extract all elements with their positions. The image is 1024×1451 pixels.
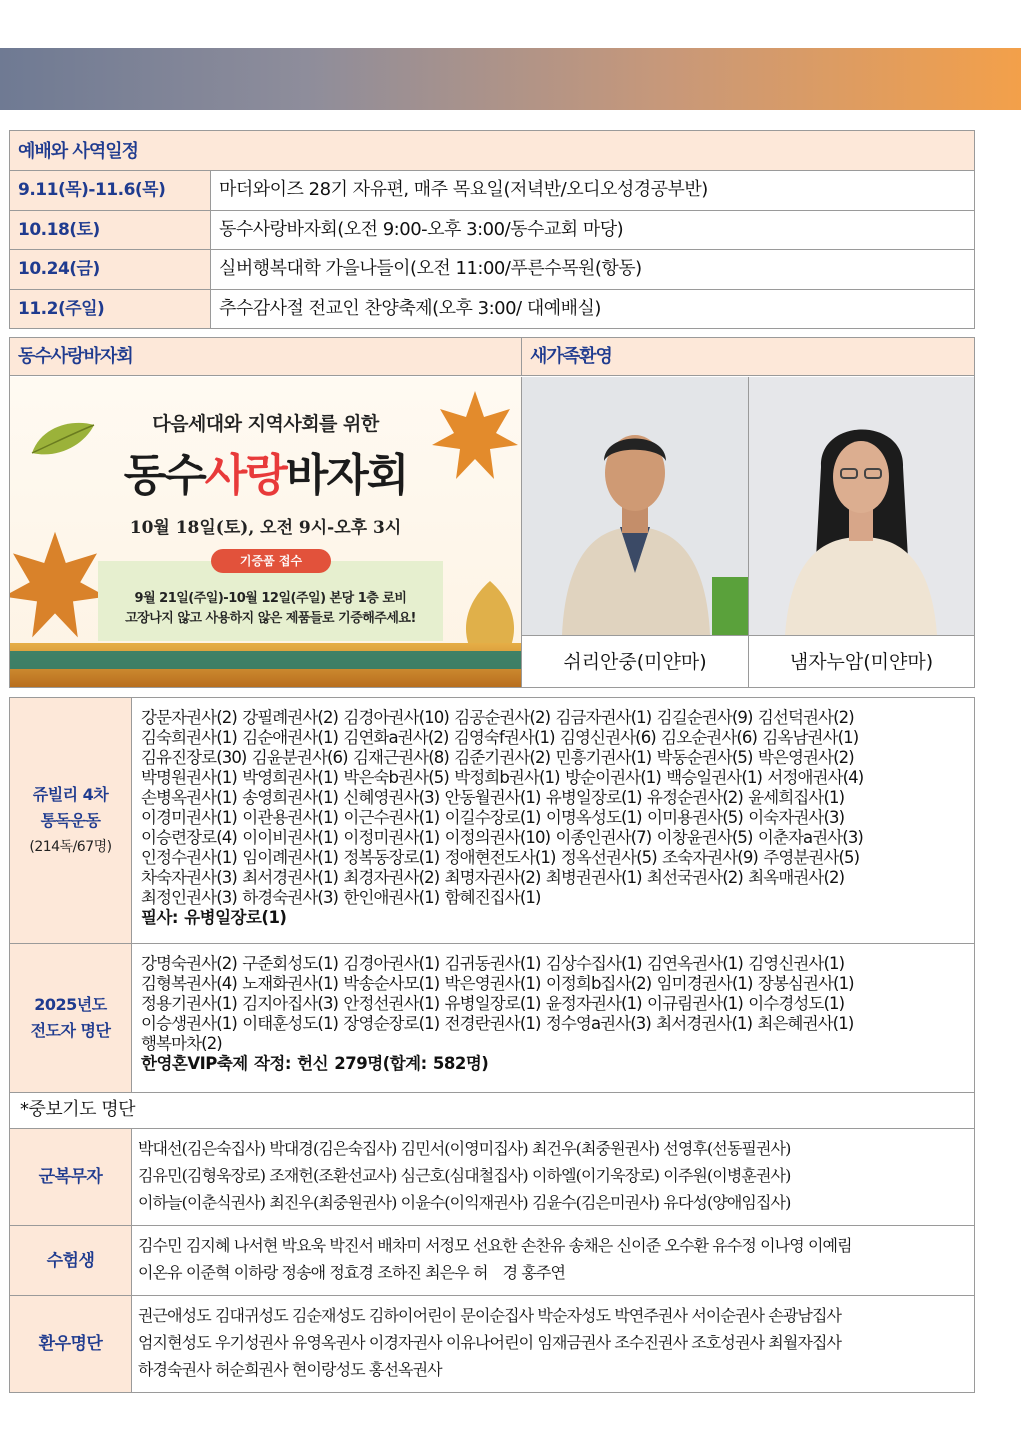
schedule-date: 11.2(주일): [10, 290, 211, 329]
name-line: 강문자권사(2) 강필례권사(2) 김경아권사(10) 김공순권사(2) 김금자권사(1) 김길순권사(9) 김선덕권사(2): [141, 708, 854, 727]
name-line: 최정인권사(3) 하경숙권사(3) 한인애권사(1) 함혜진집사(1): [141, 888, 541, 907]
poster-info-box: [98, 561, 443, 641]
poster-title-part: 동수: [123, 450, 205, 501]
new-member-photo: [522, 377, 749, 635]
prayer-group-soldiers: [9, 1129, 975, 1226]
name-line: 김숙희권사(1) 김순애권사(1) 김연화a권사(2) 김영숙f권사(1) 김영신권사(6) 김오순권사(6) 김옥남권사(1): [141, 728, 859, 747]
schedule-table: [9, 130, 975, 329]
man-portrait-icon: [522, 377, 749, 635]
evangelists-label-line: 전도자 명단: [30, 1021, 111, 1040]
schedule-desc: 동수사랑바자회(오전 9:00-오후 3:00/동수교회 마당): [219, 218, 624, 240]
jubilee-names: [132, 698, 974, 943]
copy-line: 필사: 유병일장로(1): [141, 908, 287, 927]
name-line: 강명숙권사(2) 구준회성도(1) 김경아권사(1) 김귀동권사(1) 김상수집사(1) 김연옥권사(1) 김영신권사(1): [141, 954, 845, 973]
poster-title: [10, 439, 521, 503]
evangelists-table: [9, 944, 975, 1093]
jubilee-count: (214독/67명): [29, 838, 112, 855]
schedule-date: 10.24(금): [10, 250, 211, 289]
schedule-desc: 추수감사절 전교인 찬양축제(오후 3:00/ 대예배실): [219, 297, 601, 319]
prayer-line: 이온유 이준혁 이하랑 정송애 정효경 조하진 최은우 허 경 홍주연: [138, 1263, 566, 1282]
schedule-row: [9, 250, 975, 290]
schedule-header: 예배와 사역일정: [9, 130, 975, 171]
schedule-desc: 마더와이즈 28기 자유편, 매주 목요일(저녁반/오디오성경공부반): [219, 179, 708, 200]
donation-badge: 기증품 접수: [211, 549, 331, 573]
prayer-group-label: 군복무자: [10, 1129, 132, 1225]
schedule-row: [9, 290, 975, 330]
name-line: 김유진장로(30) 김윤분권사(6) 김재근권사(8) 김준기권사(2) 민흥기권사(1) 박동순권사(5) 박은영권사(2): [141, 748, 854, 767]
maple-leaf-icon: [10, 527, 110, 647]
poster-date: 10월 18일(토), 오전 9시-오후 3시: [129, 518, 402, 538]
evangelists-label-line: 2025년도: [34, 995, 107, 1014]
new-member-name: 냄자누암(미얀마): [749, 635, 974, 687]
poster-title-part: 바자회: [285, 450, 408, 501]
prayer-line: 권근애성도 김대귀성도 김순재성도 김하이어린이 문이순집사 박순자성도 박연주권사 서이순권사 손광남집사: [138, 1306, 842, 1325]
schedule-desc: 실버행복대학 가을나들이(오전 11:00/푸른수목원(항동): [219, 258, 642, 279]
name-line: 정용기권사(1) 김지아집사(3) 안정선권사(1) 유병일장로(1) 윤정자권사(1) 이규림권사(1) 이수경성도(1): [141, 994, 845, 1013]
prayer-group-names: [132, 1129, 974, 1225]
prayer-line: 이하늘(이춘식권사) 최진우(최중원권사) 이윤수(이익재권사) 김윤수(김은미권사) 유다성(양애임집사): [138, 1193, 791, 1212]
schedule-row: [9, 211, 975, 251]
prayer-line: 박대선(김은숙집사) 박대경(김은숙집사) 김민서(이영미집사) 최건우(최중원권사) 선영후(선동필권사): [138, 1139, 791, 1158]
jubilee-label-line: 쥬빌리 4차: [32, 784, 109, 804]
evangelists-label: [10, 944, 132, 1092]
poster-info-line: 9월 21일(주일)-10월 12일(주일) 본당 1층 로비: [134, 591, 407, 606]
name-line: 행복마차(2): [141, 1034, 222, 1053]
prayer-line: 김유민(김형욱장로) 조재헌(조환선교사) 심근호(심대철집사) 이하엘(이기욱장로) 이주원(이병훈권사): [138, 1166, 791, 1185]
name-line: 차숙자권사(3) 최서경권사(1) 최경자권사(2) 최명자권사(2) 최병권권사(1) 최선국권사(2) 최옥매권사(2): [141, 868, 845, 887]
name-line: 손병옥권사(1) 송영희권사(1) 신혜영권사(3) 안동월권사(1) 유병일장로(1) 유정순권사(2) 윤세희집사(1): [141, 788, 845, 807]
top-banner: [0, 48, 1021, 110]
name-line: 이경미권사(1) 이관용권사(1) 이근수권사(1) 이길수장로(1) 이명옥성도(1) 이미용권사(5) 이숙자권사(3): [141, 808, 845, 827]
bazaar-poster: [10, 377, 522, 687]
prayer-list-header: *중보기도 명단: [9, 1093, 975, 1129]
vip-line: 한영혼VIP축제 작정: 헌신 279명(합계: 582명): [141, 1054, 489, 1073]
poster-title-accent: 사랑: [204, 450, 286, 501]
evangelists-names: [132, 944, 974, 1092]
prayer-group-students: [9, 1226, 975, 1296]
jubilee-label: [10, 698, 132, 943]
woman-portrait-icon: [749, 377, 974, 635]
jubilee-reading-table: [9, 697, 975, 944]
prayer-group-names: [132, 1296, 974, 1392]
new-member-photo: [749, 377, 974, 635]
schedule-date: 9.11(목)-11.6(목): [10, 171, 211, 210]
new-member-name: 쉬리안중(미얀마): [522, 635, 749, 687]
prayer-line: 김수민 김지혜 나서현 박요욱 박진서 배차미 서정모 선요한 손찬유 송채은 신이준 오수환 유수정 이나영 이예림: [138, 1236, 852, 1255]
new-family-header: 새가족환영: [522, 338, 974, 376]
prayer-group-patients: [9, 1296, 975, 1393]
bazaar-and-family-section: [9, 337, 975, 688]
name-line: 박명원권사(1) 박영희권사(1) 박은숙b권사(5) 박정희b권사(1) 방순이권사(1) 백승일권사(1) 서정애권사(4): [141, 768, 864, 787]
bazaar-header: 동수사랑바자회: [10, 338, 522, 376]
poster-footer-band: [10, 651, 521, 669]
prayer-line: 엄지현성도 우기성권사 유영옥권사 이경자권사 이유나어린이 임재금권사 조수진권사 조호성권사 최월자집사: [138, 1333, 842, 1352]
name-line: 인정수권사(1) 임이례권사(1) 정복동장로(1) 정애현전도사(1) 정옥선권사(5) 조숙자권사(9) 주영분권사(5): [141, 848, 860, 867]
name-line: 이승생권사(1) 이태훈성도(1) 장영순장로(1) 전경란권사(1) 정수영a권사(3) 최서경권사(1) 최은혜권사(1): [141, 1014, 854, 1033]
prayer-group-label: 수험생: [10, 1226, 132, 1295]
name-line: 김형복권사(4) 노재화권사(1) 박송순사모(1) 박은영권사(1) 이정희b집사(2) 임미경권사(1) 장봉심권사(1): [141, 974, 854, 993]
schedule-date: 10.18(토): [10, 211, 211, 250]
poster-subtitle: 다음세대와 지역사회를 위한: [152, 413, 379, 435]
prayer-group-names: [132, 1226, 974, 1295]
jubilee-label-line: 통독운동: [40, 810, 101, 830]
schedule-row: [9, 171, 975, 211]
prayer-line: 하경숙권사 허순희권사 현이랑성도 홍선옥권사: [138, 1360, 442, 1379]
prayer-group-label: 환우명단: [10, 1296, 132, 1392]
poster-info-line: 고장나지 않고 사용하지 않은 제품들로 기증해주세요!: [125, 611, 416, 626]
name-line: 이승련장로(4) 이이비권사(1) 이정미권사(1) 이정의권사(10) 이종인권사(7) 이창윤권사(5) 이춘자a권사(3): [141, 828, 863, 847]
